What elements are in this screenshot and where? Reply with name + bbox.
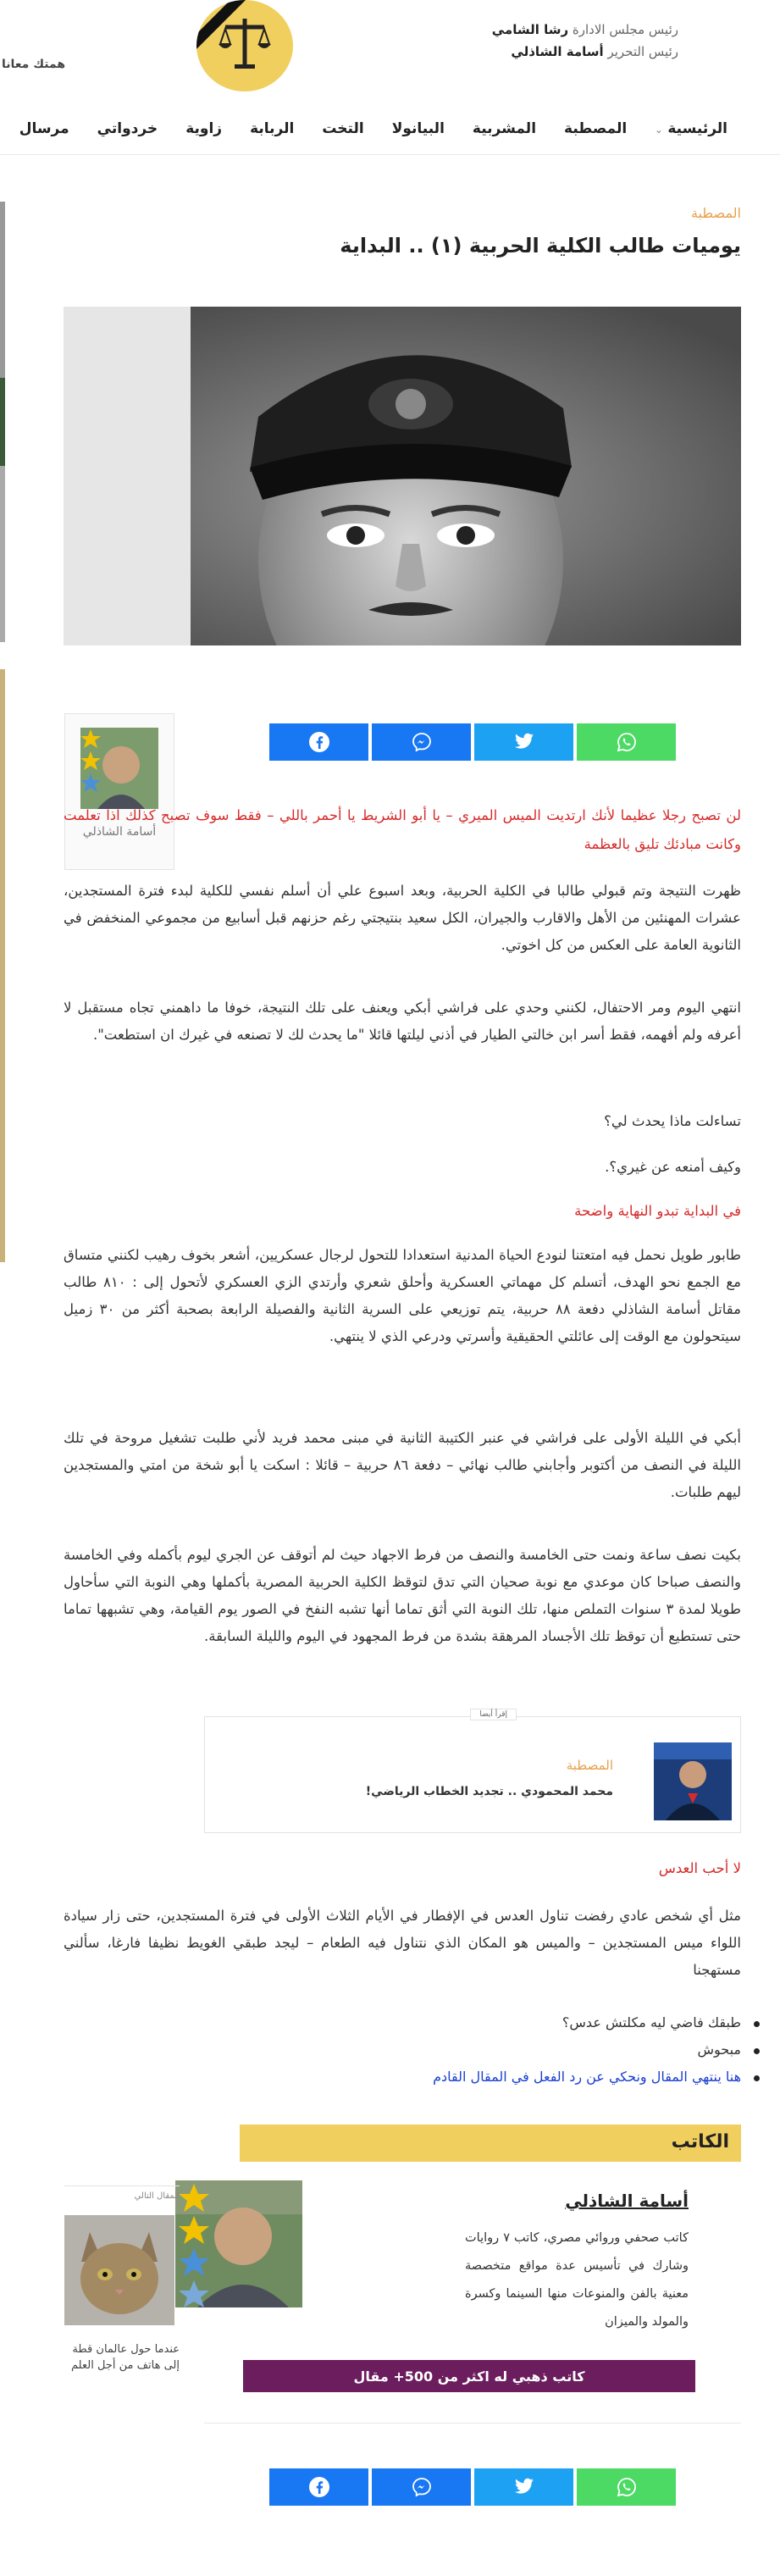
next-article-thumbnail	[64, 2215, 174, 2325]
facebook-icon	[309, 2477, 329, 2497]
article-hero-image	[64, 307, 741, 645]
twitter-icon	[514, 2478, 534, 2496]
twitter-share-button[interactable]	[474, 2468, 573, 2506]
article-question-1: تساءلت ماذا يحدث لي؟	[604, 1113, 741, 1129]
editor-label: رئيس التحرير	[607, 44, 678, 59]
whatsapp-icon	[617, 2477, 637, 2497]
messenger-icon	[412, 2477, 432, 2497]
nav-item-mashrabiya[interactable]: المشربية	[472, 120, 537, 137]
author-box-bio: كاتب صحفي وروائي مصري، كاتب ٧ روايات وشارك في تأسيس عدة مواقع متخصصة معنية بالفن والمنوعات منها السينما وكسرة والمولد والميزان	[465, 2231, 689, 2329]
facebook-icon	[309, 732, 329, 752]
article-paragraph-5: بكيت نصف ساعة ونمت حتى الخامسة والنصف من فرط الاجهاد حيث لم أتوقف عن الجري ليوم بأكمله وفي الخامسة والنصف صباحا كان موعدي مع نوبة صحيان التي تدق لتوقظ الكلية الحربية المصرية بأكملها وهي النوبة التي سأحاول طويلا لمدة ٣ سنوات التملص منها، تلك النوبة التي أثق تماما أنها تشبه النفخ في الصور يوم القيامة، وهي تشبهها تماما حتى تستطيع أن توقظ تلك الأجساد المرهقة بشدة من فرط المجهود في اليوم والليلة السابقة.	[64, 1547, 741, 1644]
article-subhead-2: لا أحب العدس	[658, 1860, 741, 1876]
editor-line	[511, 44, 678, 59]
bullet-item-1: طبقك فاضي ليه مكلتش عدس؟	[561, 2014, 741, 2030]
twitter-share-button[interactable]	[474, 723, 573, 761]
nav-item-pianola[interactable]: البيانولا	[391, 120, 445, 137]
share-buttons-top	[269, 723, 676, 761]
facebook-share-button[interactable]	[269, 2468, 368, 2506]
article-question-2: وكيف أمنعه عن غيري؟.	[605, 1159, 741, 1175]
author-box-divider	[204, 2423, 741, 2424]
read-also-thumbnail	[654, 1742, 732, 1820]
read-also-category[interactable]: المصطبة	[566, 1758, 613, 1773]
whatsapp-icon	[617, 732, 637, 752]
article-paragraph-6: مثل أي شخص عادي رفضت تناول العدس في الإفطار في الأيام الثلاث الأولى في فترة المستجدين، حتى زار سيادة اللواء ميس المستجدين – والميس هو المكان الذي نتناول فيه الطعام – ليجد طبقي الغويط نظيفا فارغا، سألني مستهجنا	[64, 1908, 741, 1978]
author-box-badge-label: كاتب ذهبي له اكثر من 500+ مقال	[353, 2368, 585, 2385]
messenger-share-button[interactable]	[372, 723, 471, 761]
whatsapp-share-button[interactable]	[577, 2468, 676, 2506]
article-paragraph-4: أبكي في الليلة الأولى على فراشي في عنبر الكتيبة الثانية في مبنى محمد فريد لأني طلبت تشغيل مروحة في تلك الليلة في النصف من أكتوبر وأجابني طالب نهائي – دفعة ٨٦ حربية – قائلا : اسكت يا أبو شخة من امتي والمستجدين ليهم طلبات.	[64, 1430, 741, 1500]
author-box-heading: الكاتب	[671, 2131, 729, 2152]
scales-of-justice-icon	[196, 0, 293, 91]
messenger-share-button[interactable]	[372, 2468, 471, 2506]
nav-item-rababa[interactable]: الربابة	[250, 120, 295, 137]
author-box-badge	[243, 2360, 695, 2392]
main-nav	[0, 110, 780, 147]
bullet-item-2: مبحوش	[697, 2041, 741, 2058]
twitter-icon	[514, 733, 534, 751]
next-article-card[interactable]	[64, 2185, 180, 2338]
nav-divider	[0, 154, 780, 155]
article-title: يوميات طالب الكلية الحربية (١) .. البداية	[340, 234, 741, 258]
editor-name: أسامة الشاذلي	[511, 44, 604, 59]
read-also-card[interactable]	[204, 1710, 741, 1833]
read-also-label: إقرأ أيضا	[470, 1709, 517, 1720]
left-edge-panel	[0, 202, 5, 642]
sidebar-author-name[interactable]: أسامة الشاذلي	[82, 825, 157, 839]
board-chair-name: رشا الشامي	[491, 22, 569, 37]
nav-item-zawya[interactable]: زاوية	[185, 120, 223, 137]
author-box-name[interactable]: أسامة الشاذلي	[565, 2191, 689, 2211]
article-closing-link[interactable]: هنا ينتهي المقال ونحكي عن رد الفعل في المقال القادم	[433, 2069, 741, 2085]
left-edge-panel-2	[0, 669, 5, 1262]
nav-item-mastaba[interactable]: المصطبة	[564, 120, 628, 137]
site-logo[interactable]	[196, 0, 293, 91]
author-box-photo	[175, 2180, 302, 2307]
author-box-header	[240, 2125, 741, 2162]
officer-portrait-image	[64, 307, 741, 645]
read-also-title[interactable]: محمد المحمودي .. تجديد الخطاب الرياضي!	[365, 1785, 613, 1798]
article-paragraph-1: ظهرت النتيجة وتم قبولي طالبا في الكلية الحربية، وبعد اسبوع علي أن أسلم نفسي للكلية لبدء فترة المستجدين، عشرات المهنئين من الأهل والاقارب والجيران، الكل سعيد بنتيجتي رغم حزنهم قبل أسابيع من مجموعي المنخفض في الثانوية العامة على العكس من كل اخوتي.	[64, 883, 741, 953]
board-chair-line	[492, 22, 678, 37]
next-article-label: المقال التالي	[134, 2191, 180, 2201]
nav-item-mersal[interactable]: مرسال	[19, 120, 69, 137]
whatsapp-share-button[interactable]	[577, 723, 676, 761]
article-subhead-1: في البداية تبدو النهاية واضحة	[574, 1203, 741, 1219]
board-chair-label: رئيس مجلس الادارة	[572, 22, 678, 37]
next-article-title[interactable]: عندما حول عالمان قطة إلى هاتف من أجل العلم	[71, 2343, 180, 2372]
article-category[interactable]: المصطبة	[691, 205, 741, 221]
nav-item-khordawati[interactable]: خردواتي	[97, 120, 158, 137]
share-buttons-bottom	[269, 2468, 676, 2506]
nav-item-home[interactable]: الرئيسية ⌄	[655, 120, 727, 137]
article-paragraph-2: انتهي اليوم ومر الاحتفال، لكنني وحدي على فراشي أبكي ويعنف على تلك النتيجة، خوفا ما داهمني تجاه مستقبل لا أعرفه ولم أفهمه، فقط أسر ابن خالتي الطيار في أذني ليلتها قائلا "ما يحدث لك لا تصنعه في غيرك ان استطعت".	[64, 1000, 741, 1043]
header-slogan: همتك معانا	[2, 58, 66, 71]
chevron-down-icon: ⌄	[655, 125, 663, 136]
nav-item-takht[interactable]: التخت	[322, 120, 364, 137]
article-paragraph-3: طابور طويل نحمل فيه امتعتنا لنودع الحياة المدنية استعدادا للتحول لرجال عسكريين، أشعر بخوف رهيب لكنني متساق مع الجمع نحو الهدف، أتسلم كل مهماتي العسكرية وأحلق شعري وأرتدي الزي العسكري لأتحول إلى : ٨١٠ طالب مقاتل أسامة الشاذلي دفعة ٨٨ حربية، يتم توزيعي على السرية الثانية والفصيلة الرابعة بصحبة أكثر من ٣٠ زميل سيتحولون مع الوقت إلى عائلتي الحقيقية وأسرتي ودرعي الذي لا ينتهي.	[64, 1247, 741, 1344]
article-lead: لن تصبح رجلا عظيما لأنك ارتديت الميس الميري – يا أبو الشريط يا أحمر باللي – فقط سوف تصبح كذلك اذا تعلمت وكانت مبادئك تليق بالعظمة	[64, 807, 741, 852]
facebook-share-button[interactable]	[269, 723, 368, 761]
sidebar-author-avatar	[80, 728, 158, 809]
messenger-icon	[412, 732, 432, 752]
